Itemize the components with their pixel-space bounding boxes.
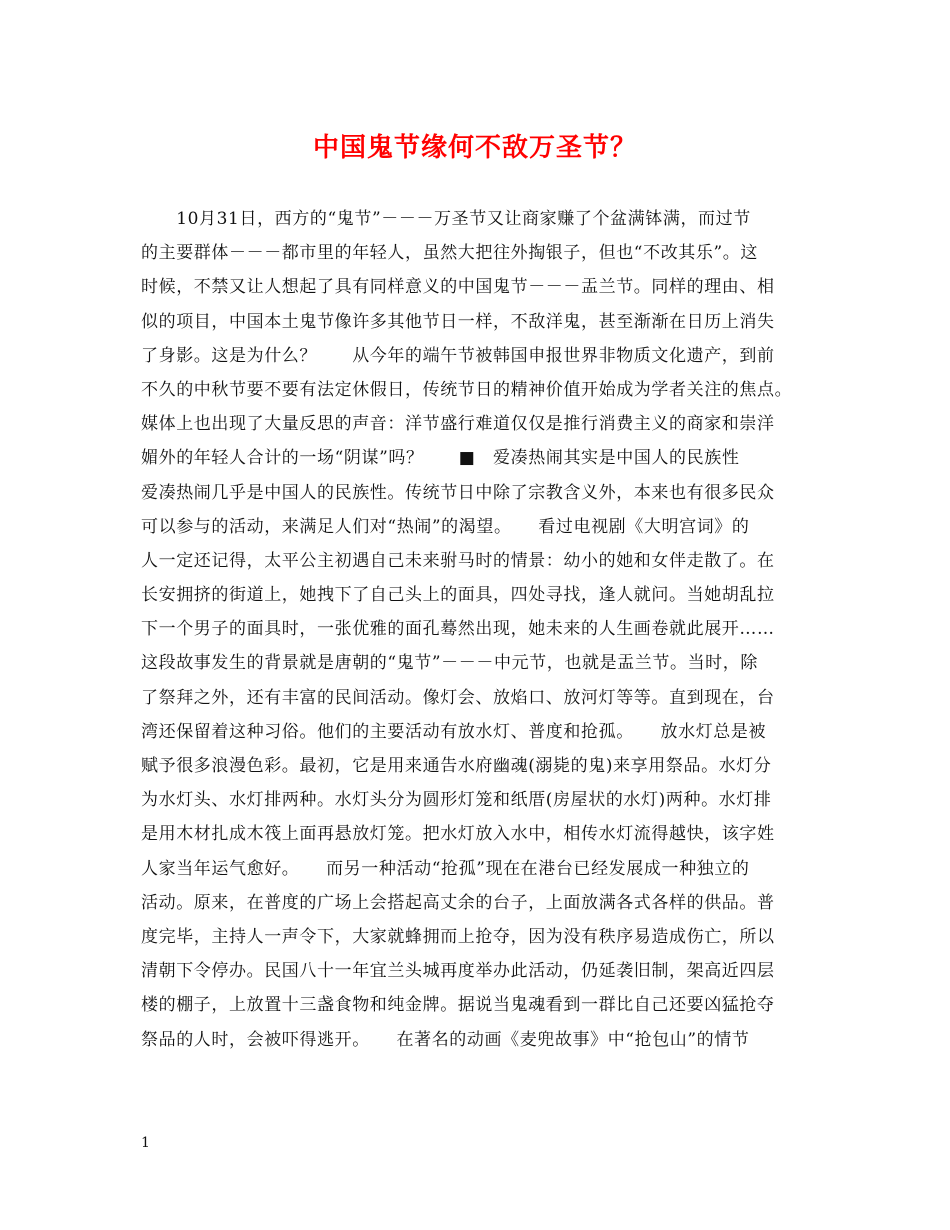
- text-line: 度完毕，主持人一声令下，大家就蜂拥而上抢夺，因为没有秩序易造成伤亡，所以: [141, 926, 775, 947]
- text-line: 人一定还记得，太平公主初遇自己未来驸马时的情景：幼小的她和女伴走散了。在: [141, 550, 775, 571]
- text-line: 的主要群体－－－都市里的年轻人，虽然大把往外掏银子，但也“不改其乐”。这: [141, 243, 758, 264]
- text-line: 是用木材扎成木筏上面再悬放灯笼。把水灯放入水中，相传水灯流得越快，该字姓: [141, 824, 775, 845]
- text-line: 了身影。这是为什么？ 从今年的端午节被韩国申报世界非物质文化遗产，到前: [141, 345, 775, 366]
- text-line: 似的项目，中国本土鬼节像许多其他节日一样，不敌洋鬼，甚至渐渐在日历上消失: [141, 311, 775, 332]
- text-line: 爱凑热闹几乎是中国人的民族性。传统节日中除了宗教含义外，本来也有很多民众: [141, 482, 775, 503]
- text-line: 人家当年运气愈好。 而另一种活动“抢孤”现在在港台已经发展成一种独立的: [141, 858, 750, 879]
- page-number: 1: [141, 1135, 150, 1151]
- text-line: 时候，不禁又让人想起了具有同样意义的中国鬼节－－－盂兰节。同样的理由、相: [141, 277, 775, 298]
- text-line: 媒体上也出现了大量反思的声音：洋节盛行难道仅仅是推行消费主义的商家和崇洋: [141, 414, 775, 435]
- article-title: 中国鬼节缘何不敌万圣节？: [312, 133, 637, 163]
- text-line: 活动。原来，在普度的广场上会搭起高丈余的台子，上面放满各式各样的供品。普: [141, 892, 775, 913]
- text-line: 清朝下令停办。民国八十一年宜兰头城再度举办此活动，仍延袭旧制，架高近四层: [141, 961, 775, 982]
- article-body: [141, 202, 821, 1057]
- text-line: 湾还保留着这种习俗。他们的主要活动有放水灯、普度和抢孤。 放水灯总是被: [141, 721, 767, 742]
- text-line: 不久的中秋节要不要有法定休假日，传统节日的精神价值开始成为学者关注的焦点。: [141, 379, 793, 400]
- text-line: 赋予很多浪漫色彩。最初，它是用来通告水府幽魂(溺毙的鬼)来享用祭品。水灯分: [141, 756, 772, 776]
- text-line: 下一个男子的面具时，一张优雅的面孔蓦然出现，她未来的人生画卷就此展开……: [141, 619, 775, 640]
- text-line: 楼的棚子，上放置十三盏食物和纯金牌。据说当鬼魂看到一群比自己还要凶猛抢夺: [141, 995, 775, 1016]
- text-line: 为水灯头、水灯排两种。水灯头分为圆形灯笼和纸厝(房屋状的水灯)两种。水灯排: [141, 790, 772, 811]
- text-line: 10月31日，西方的“鬼节”－－－万圣节又让商家赚了个盆满钵满，而过节: [141, 209, 751, 229]
- text-line: 祭品的人时，会被吓得逃开。 在著名的动画《麦兜故事》中“抢包山”的情节: [141, 1029, 750, 1050]
- text-line: 了祭拜之外，还有丰富的民间活动。像灯会、放焰口、放河灯等等。直到现在，台: [141, 687, 775, 708]
- text-line: 可以参与的活动，来满足人们对“热闹”的渴望。 看过电视剧《大明宫词》的: [141, 516, 750, 537]
- text-line: 长安拥挤的街道上，她拽下了自己头上的面具，四处寻找，逢人就问。当她胡乱拉: [141, 585, 775, 606]
- text-line: 这段故事发生的背景就是唐朝的“鬼节”－－－中元节，也就是盂兰节。当时，除: [141, 653, 758, 674]
- text-line: 媚外的年轻人合计的一场“阴谋”吗？ ■ 爱凑热闹其实是中国人的民族性: [141, 448, 740, 469]
